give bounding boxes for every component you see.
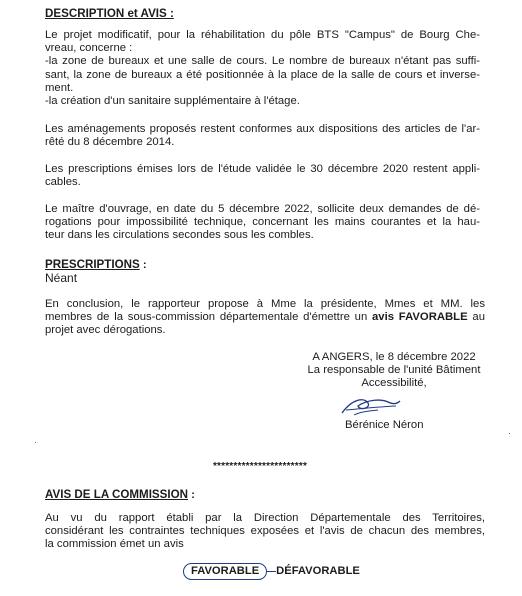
text-line: cables. bbox=[45, 176, 81, 189]
handwritten-signature-icon bbox=[338, 393, 402, 419]
signatory-role: Accessibilité, bbox=[361, 377, 427, 390]
text-line: Le maître d'ouvrage, en date du 5 décembre 2022, sollicite deux demandes de dé- bbox=[45, 203, 480, 215]
description-paragraph-4 bbox=[45, 203, 480, 243]
scan-mark: · bbox=[508, 428, 511, 438]
text-line: vreau, concerne : bbox=[45, 42, 133, 55]
prescriptions-value: Néant bbox=[45, 271, 78, 285]
text-line: En conclusion, le rapporteur propose à Mme la présidente, Mmes et MM. les bbox=[45, 298, 485, 310]
separator: *********************** bbox=[212, 461, 308, 472]
commission-paragraph bbox=[45, 512, 485, 552]
scan-mark: · bbox=[34, 437, 37, 447]
option-favorable-circled: FAVORABLE bbox=[183, 563, 267, 580]
signature-block bbox=[306, 351, 482, 391]
text-line: projet avec dérogations. bbox=[45, 324, 166, 337]
conclusion-text: au bbox=[467, 311, 485, 324]
prescriptions-heading-text: PRESCRIPTIONS bbox=[45, 258, 140, 271]
commission-verdict bbox=[183, 563, 360, 580]
conclusion-paragraph bbox=[45, 298, 485, 338]
text-line: Les prescriptions émises lors de l'étude validée le 30 décembre 2020 restent appli- bbox=[45, 163, 480, 175]
text-line: teur dans les circulations secondes sous les combles. bbox=[45, 229, 314, 242]
signatory-name: Bérénice Néron bbox=[345, 419, 424, 431]
text-line bbox=[45, 311, 485, 324]
text-line: ment. bbox=[45, 81, 74, 94]
commission-heading-text: AVIS DE LA COMMISSION bbox=[45, 488, 188, 501]
conclusion-avis-favorable: avis FAVORABLE bbox=[372, 311, 468, 324]
text-line: Les aménagements proposés restent conformes aux dispositions des articles de l'ar- bbox=[45, 123, 480, 135]
text-line: -la création d'un sanitaire supplémentaire à l'étage. bbox=[45, 95, 300, 108]
commission-heading bbox=[45, 488, 195, 502]
text-line: Le projet modificatif, pour la réhabilitation du pôle BTS "Campus" de Bourg Che- bbox=[45, 29, 480, 41]
text-line: Au vu du rapport établi par la Direction Départementale des Territoires, bbox=[45, 512, 485, 524]
description-paragraph-3 bbox=[45, 163, 480, 189]
description-heading: DESCRIPTION et AVIS : bbox=[45, 7, 174, 20]
signatory-role: La responsable de l'unité Bâtiment bbox=[307, 364, 481, 377]
text-line: rêté du 8 décembre 2014. bbox=[45, 136, 175, 149]
option-defavorable-struck: DÉFAVORABLE bbox=[276, 565, 360, 577]
prescriptions-heading-colon: : bbox=[139, 259, 147, 271]
text-line: sant, la zone de bureaux a été positionnée à la place de la salle de cours et inverse- bbox=[45, 68, 480, 81]
description-paragraph-1 bbox=[45, 29, 480, 108]
conclusion-text: membres de la sous-commission départementale d'émettre un bbox=[45, 311, 373, 324]
text-line: rogations pour impossibilité technique, concernant les mains courantes et la hau- bbox=[45, 216, 480, 229]
place-date: A ANGERS, le 8 décembre 2022 bbox=[312, 351, 476, 363]
commission-heading-colon: : bbox=[188, 489, 195, 501]
description-paragraph-2 bbox=[45, 123, 480, 149]
text-line: la commission émet un avis bbox=[45, 538, 184, 551]
text-line: -la zone de bureaux et une salle de cours. Le nombre de bureaux n'étant pas suffi- bbox=[45, 55, 480, 68]
text-line: considérant les contraintes techniques exposées et l'avis de chacun des membres, bbox=[45, 525, 485, 538]
